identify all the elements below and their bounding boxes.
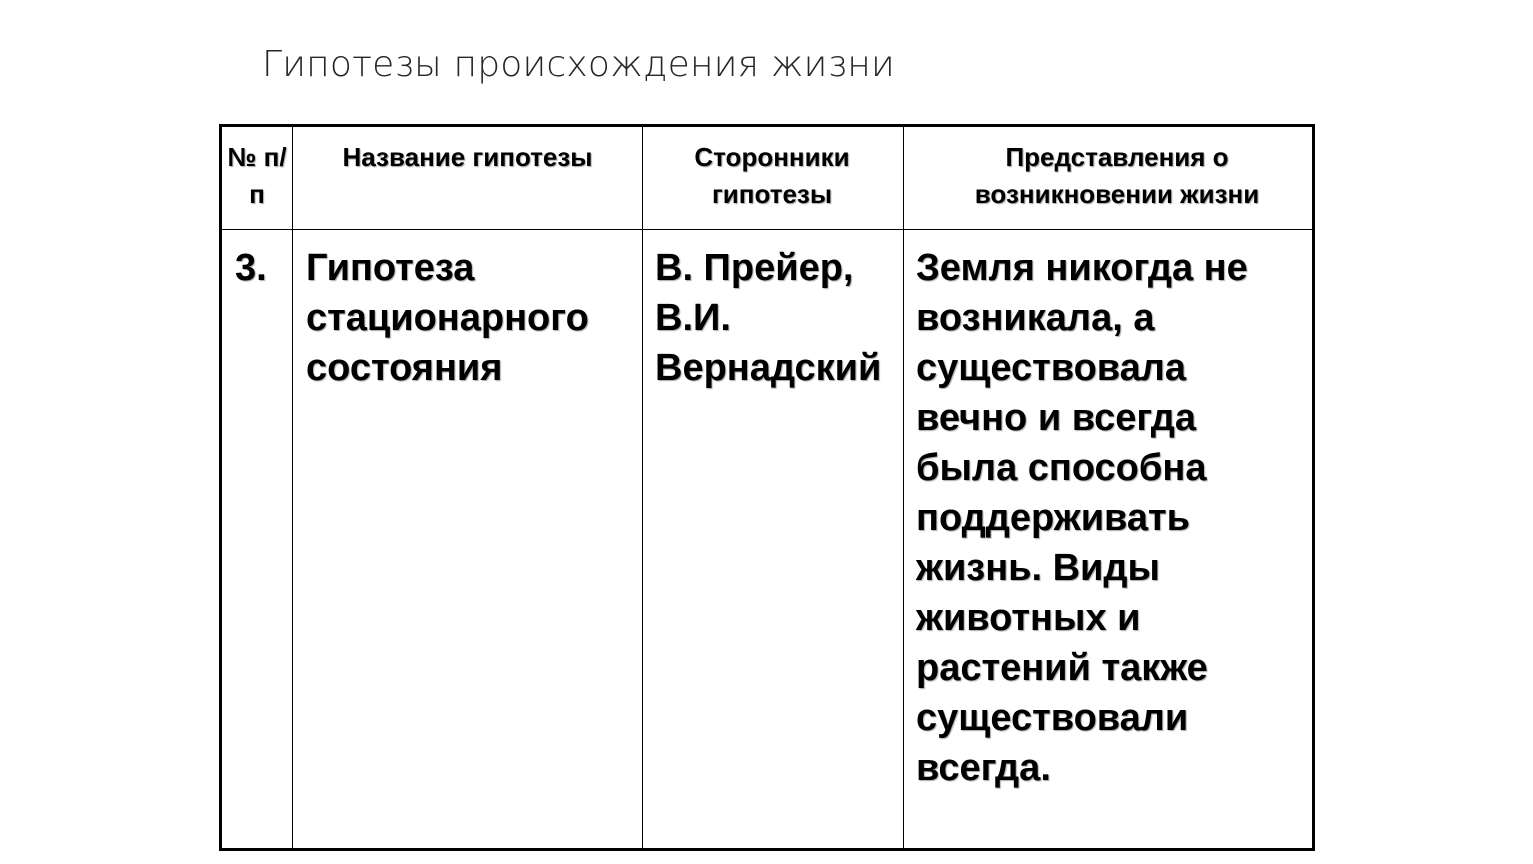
row-description: Земля никогда не возникала, а существовала вечно и всегда была способна поддерживать жизнь. Виды животных и растений также существовали всегда. (916, 247, 1248, 789)
header-name: Название гипотезы (342, 142, 593, 172)
hypothesis-table (219, 124, 1315, 851)
row-hypothesis-name: Гипотеза стационарного состояния (306, 247, 589, 389)
header-number: № п/п (227, 142, 287, 209)
column-divider (292, 127, 293, 848)
column-divider (642, 127, 643, 848)
header-divider (222, 229, 1312, 230)
header-ideas: Представления о возникновении жизни (974, 142, 1260, 209)
row-number: 3. (235, 247, 267, 289)
page-title: Гипотезы происхождения жизни (262, 44, 895, 85)
header-supporters: Сторонники гипотезы (694, 142, 850, 209)
row-supporters: В. Прейер, В.И. Вернадский (655, 247, 882, 389)
column-divider (903, 127, 904, 848)
